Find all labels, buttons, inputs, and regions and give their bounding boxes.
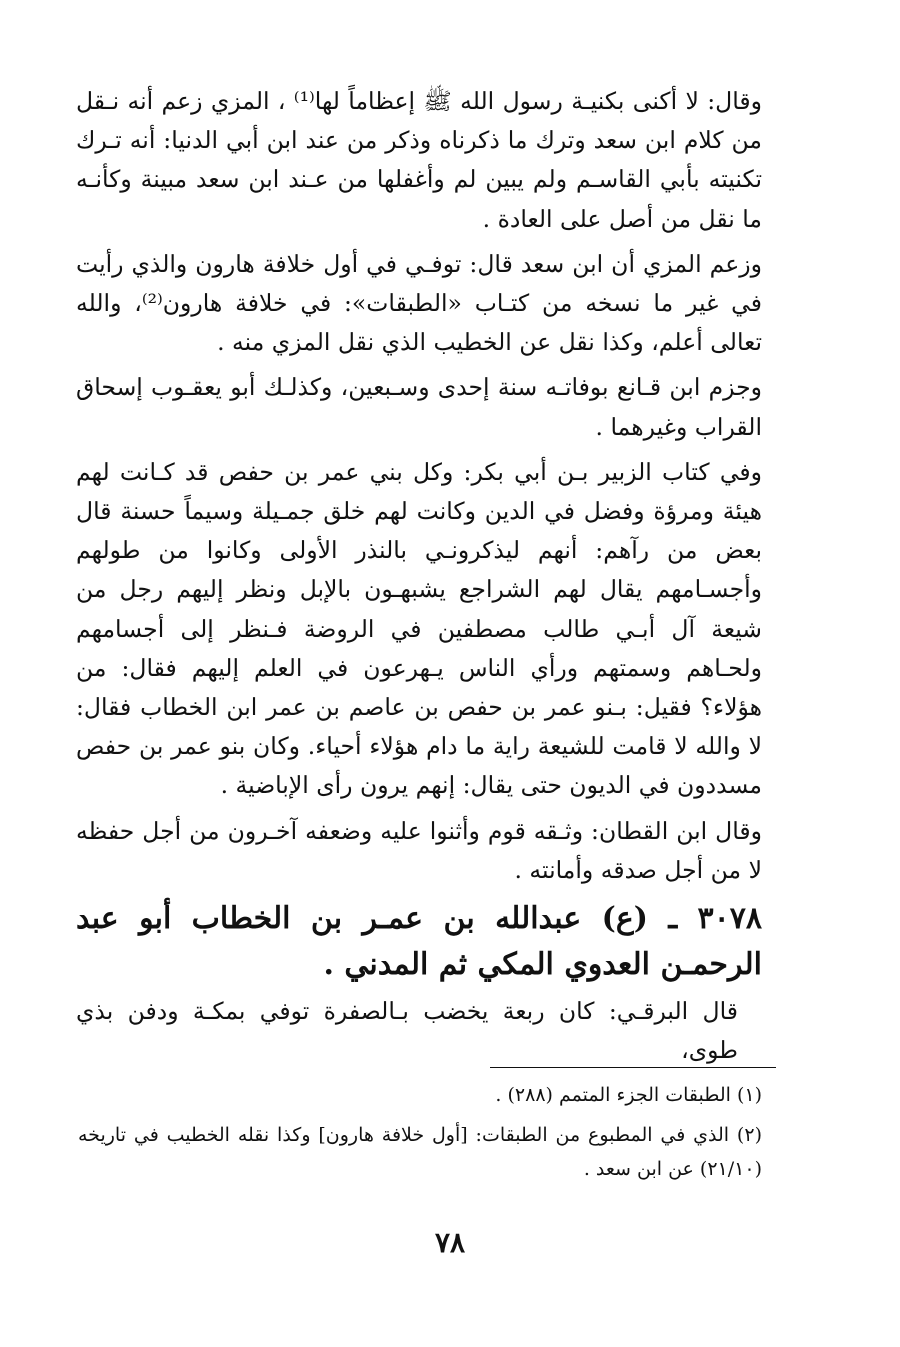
main-text <box>76 82 762 1070</box>
entry-heading: ٣٠٧٨ ـ (ع) عبدالله بن عمـر بن الخطاب أبو عبد الرحمـن العدوي المكي ثم المدني . <box>76 901 762 983</box>
footnotes <box>78 1078 762 1192</box>
paragraph-2: وزعم المزي أن ابن سعد قال: توفـي في أول خلافة هارون والذي رأيت في غير ما نسخه من كتـاب «الطبقات»: في خلافة هارون⁽²⁾، والله تعالى أعلم، وكذا نقل عن الخطيب الذي نقل المزي منه . <box>76 249 762 357</box>
entry-first-line: قال البرقـي: كان ربعة يخضب بـالصفرة توفي بمكـة ودفن بذي طوى، <box>76 997 738 1065</box>
paragraph-3: وجزم ابن قـانع بوفاتـه سنة إحدى وسـبعين، وكذلـك أبو يعقـوب إسحاق القراب وغيرهما . <box>76 373 762 441</box>
paragraph-1: وقال: لا أكنى بكنيـة رسول الله ﷺ إعظاماً لها⁽¹⁾ ، المزي زعم أنه نـقل من كلام ابن سعد وترك ما ذكرناه وذكر من عند ابن أبي الدنيا: أنه تـرك تكنيته بأبي القاسـم ولم يبين لم وأغفلها من عـند ابن سعد مبينة وكأنـه ما نقل من أصل على العادة . <box>76 87 762 233</box>
paragraph-5: وقال ابن القطان: وثـقه قوم وأثنوا عليه وضعفه آخـرون من أجل حفظه لا من أجل صدقه وأمانته . <box>76 816 762 884</box>
paragraph-4: وفي كتاب الزبير بـن أبي بكر: وكل بني عمر بن حفص قد كـانت لهم هيئة ومرؤة وفضل في الدين وكانت لهم خلق جمـيلة وسيماً حسنة قال بعض من رآهم: أنهم ليذكرونـي بالنذر الأولى وكانوا من طولهم وأجسـامهم يقال لهم الشراجع يشبهـون بالإبل ونظر إليهم رجل من شيعة آل أبـي طالب مصطفين في الروضة فـنظر إلى أجسامهم ولحـاهم وسمتهم ورأي الناس يـهرعون في العلم إليهم فقال: من هؤلاء؟ فقيل: بـنو عمر بن حفص بن عاصم بن عمر ابن الخطاب فقال: لا والله لا قامت للشيعة راية ما دام هؤلاء أحياء. وكان بنو عمر بن حفص مسددون في الديون حتى يقال: إنهم يرون رأى الإباضية . <box>76 457 762 800</box>
page-number: ٧٨ <box>434 1226 466 1259</box>
footnote-divider <box>490 1067 776 1068</box>
footnote-2: (٢) الذي في المطبوع من الطبقات: [أول خلافة هارون] وكذا نقله الخطيب في تاريخه (٢١/١٠) عن ابن سعد . <box>78 1124 762 1180</box>
footnote-1: (١) الطبقات الجزء المتمم (٢٨٨) . <box>495 1084 762 1106</box>
